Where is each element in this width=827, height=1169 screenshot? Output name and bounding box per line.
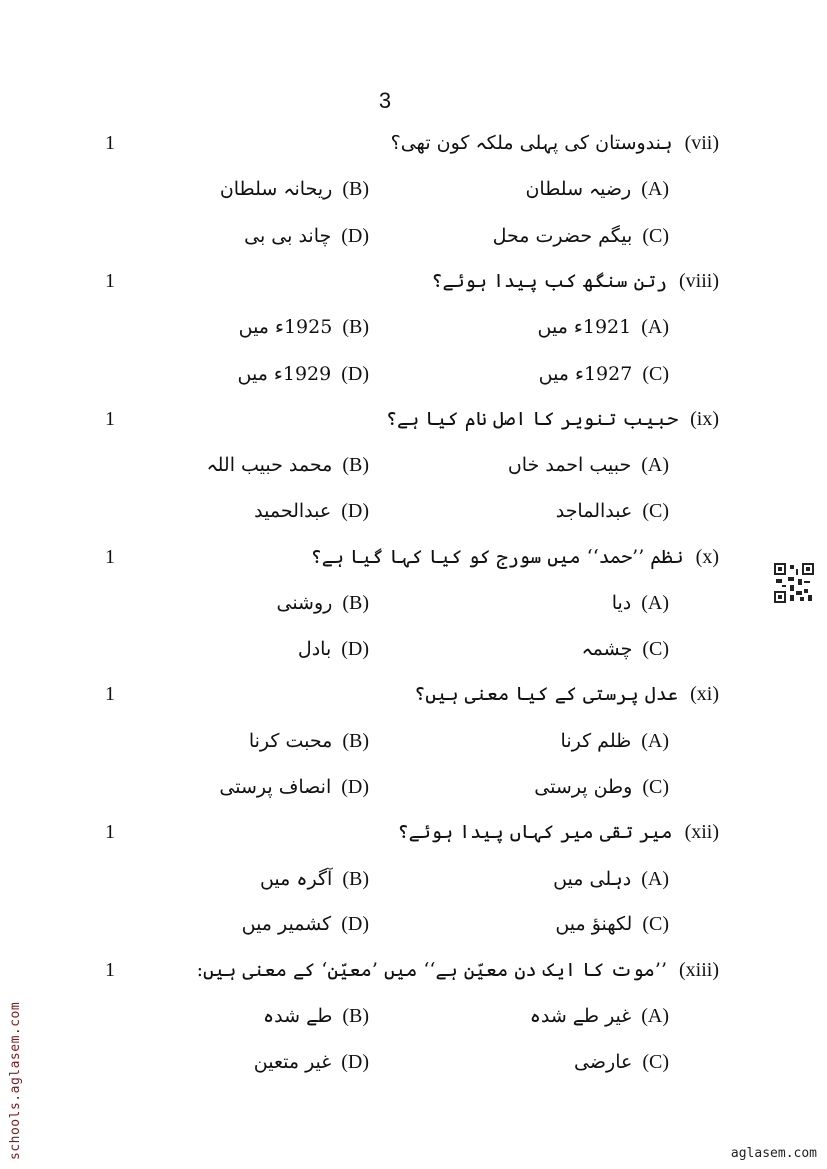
option-label: (B) bbox=[342, 316, 369, 338]
option-text: رضیہ سلطان bbox=[525, 178, 632, 200]
option-label: (D) bbox=[341, 913, 369, 935]
option-d bbox=[244, 225, 369, 248]
option-c bbox=[574, 1051, 669, 1074]
option-text: 1925ء میں bbox=[238, 316, 333, 338]
option-text: چشمہ bbox=[581, 638, 633, 660]
option-text: عبدالماجد bbox=[555, 500, 633, 522]
question-text: ’’موت کا ایک دن معیّن ہے‘‘ میں ’معیّن‘ کے معنی ہیں: bbox=[196, 959, 667, 981]
option-a bbox=[612, 592, 669, 615]
option-a bbox=[525, 178, 669, 201]
option-d bbox=[254, 500, 369, 523]
question bbox=[0, 546, 827, 586]
question-marks: 1 bbox=[105, 546, 115, 568]
option-text: انصاف پرستی bbox=[219, 776, 332, 798]
question bbox=[0, 683, 827, 723]
option-d bbox=[242, 913, 369, 936]
option-label: (C) bbox=[642, 638, 669, 660]
option-label: (D) bbox=[341, 363, 369, 385]
question-text: میر تقی میر کہاں پیدا ہوئے؟ bbox=[397, 821, 673, 843]
question-line bbox=[397, 821, 719, 844]
option-c bbox=[539, 363, 669, 386]
side-watermark: schools.aglasem.com bbox=[8, 1001, 23, 1160]
question-number: (viii) bbox=[679, 270, 719, 292]
option-label: (C) bbox=[642, 776, 669, 798]
option-label: (D) bbox=[341, 225, 369, 247]
question bbox=[0, 270, 827, 310]
option-b bbox=[276, 592, 369, 615]
option-c bbox=[493, 225, 669, 248]
question-text: ہندوستان کی پہلی ملکہ کون تھی؟ bbox=[390, 132, 673, 154]
question-text: نظم ’’حمد‘‘ میں سورج کو کیا کہا گیا ہے؟ bbox=[310, 546, 684, 568]
option-text: محبت کرنا bbox=[248, 730, 333, 752]
question-text: عدل پرستی کے کیا معنی ہیں؟ bbox=[414, 683, 679, 705]
option-text: 1921ء میں bbox=[537, 316, 632, 338]
option-label: (D) bbox=[341, 1051, 369, 1073]
option-text: چاند بی بی bbox=[244, 225, 332, 247]
question-marks: 1 bbox=[105, 683, 115, 705]
option-label: (C) bbox=[642, 500, 669, 522]
option-text: عارضی bbox=[574, 1051, 633, 1073]
question-marks: 1 bbox=[105, 408, 115, 430]
option-label: (C) bbox=[642, 913, 669, 935]
option-text: ظلم کرنا bbox=[560, 730, 632, 752]
option-label: (B) bbox=[342, 178, 369, 200]
option-text: بیگم حضرت محل bbox=[492, 225, 633, 247]
option-text: طے شدہ bbox=[263, 1005, 333, 1027]
option-text: محمد حبیب اللہ bbox=[206, 454, 333, 476]
question bbox=[0, 408, 827, 448]
option-text: غیر طے شدہ bbox=[529, 1005, 632, 1027]
option-b bbox=[220, 178, 369, 201]
option-b bbox=[239, 316, 369, 339]
page-number: 3 bbox=[378, 88, 392, 113]
question-marks: 1 bbox=[105, 821, 115, 843]
question bbox=[0, 821, 827, 861]
question-number: (xi) bbox=[690, 683, 719, 705]
option-b bbox=[263, 1005, 369, 1028]
question-line bbox=[311, 546, 719, 569]
option-b bbox=[249, 730, 369, 753]
option-label: (C) bbox=[642, 1051, 669, 1073]
question-number: (ix) bbox=[690, 408, 719, 430]
question-marks: 1 bbox=[105, 959, 115, 981]
option-a bbox=[508, 454, 669, 477]
option-label: (B) bbox=[342, 592, 369, 614]
qr-code-icon bbox=[774, 563, 814, 603]
question-line bbox=[197, 959, 719, 982]
option-text: 1927ء میں bbox=[538, 363, 633, 385]
option-text: بادل bbox=[297, 638, 332, 660]
question bbox=[0, 959, 827, 999]
option-label: (A) bbox=[641, 316, 669, 338]
option-label: (A) bbox=[641, 868, 669, 890]
option-c bbox=[582, 638, 669, 661]
option-label: (C) bbox=[642, 225, 669, 247]
option-a bbox=[561, 730, 669, 753]
option-label: (D) bbox=[341, 500, 369, 522]
question-marks: 1 bbox=[105, 270, 115, 292]
option-text: وطن پرستی bbox=[534, 776, 633, 798]
option-b bbox=[260, 868, 369, 891]
option-label: (D) bbox=[341, 638, 369, 660]
option-text: دہلی میں bbox=[553, 868, 632, 890]
option-text: کشمیر میں bbox=[241, 913, 332, 935]
option-label: (A) bbox=[641, 454, 669, 476]
option-text: لکھنؤ میں bbox=[555, 913, 633, 935]
option-c bbox=[534, 776, 669, 799]
option-label: (B) bbox=[342, 454, 369, 476]
option-label: (B) bbox=[342, 868, 369, 890]
question-number: (vii) bbox=[684, 132, 719, 154]
option-text: ریحانہ سلطان bbox=[219, 178, 333, 200]
question-number: (x) bbox=[695, 546, 719, 568]
option-label: (A) bbox=[641, 592, 669, 614]
option-text: روشنی bbox=[276, 592, 333, 614]
option-a bbox=[553, 868, 669, 891]
option-text: عبدالحمید bbox=[254, 500, 332, 522]
option-label: (C) bbox=[642, 363, 669, 385]
option-label: (A) bbox=[641, 178, 669, 200]
question-marks: 1 bbox=[105, 132, 115, 154]
question-line bbox=[431, 270, 719, 293]
option-d bbox=[219, 776, 369, 799]
option-b bbox=[206, 454, 369, 477]
footer-watermark: aglasem.com bbox=[730, 1146, 817, 1161]
option-label: (A) bbox=[641, 1005, 669, 1027]
option-a bbox=[530, 1005, 669, 1028]
option-text: آگرہ میں bbox=[259, 868, 333, 890]
option-c bbox=[555, 913, 669, 936]
question-number: (xii) bbox=[684, 821, 719, 843]
question-number: (xiii) bbox=[679, 959, 719, 981]
option-d bbox=[238, 363, 369, 386]
question-text: حبیب تنویر کا اصل نام کیا ہے؟ bbox=[385, 408, 679, 430]
option-label: (A) bbox=[641, 730, 669, 752]
option-label: (D) bbox=[341, 776, 369, 798]
question-line bbox=[386, 408, 719, 431]
option-text: حبیب احمد خاں bbox=[507, 454, 632, 476]
option-a bbox=[538, 316, 669, 339]
question bbox=[0, 132, 827, 172]
option-c bbox=[556, 500, 669, 523]
question-text: رتن سنگھ کب پیدا ہوئے؟ bbox=[431, 270, 667, 292]
option-text: دیا bbox=[611, 592, 632, 614]
option-text: 1929ء میں bbox=[237, 363, 332, 385]
option-label: (B) bbox=[342, 1005, 369, 1027]
option-label: (B) bbox=[342, 730, 369, 752]
option-d bbox=[254, 1051, 369, 1074]
question-line bbox=[391, 132, 719, 155]
option-d bbox=[298, 638, 369, 661]
option-text: غیر متعین bbox=[253, 1051, 332, 1073]
question-line bbox=[414, 683, 719, 706]
